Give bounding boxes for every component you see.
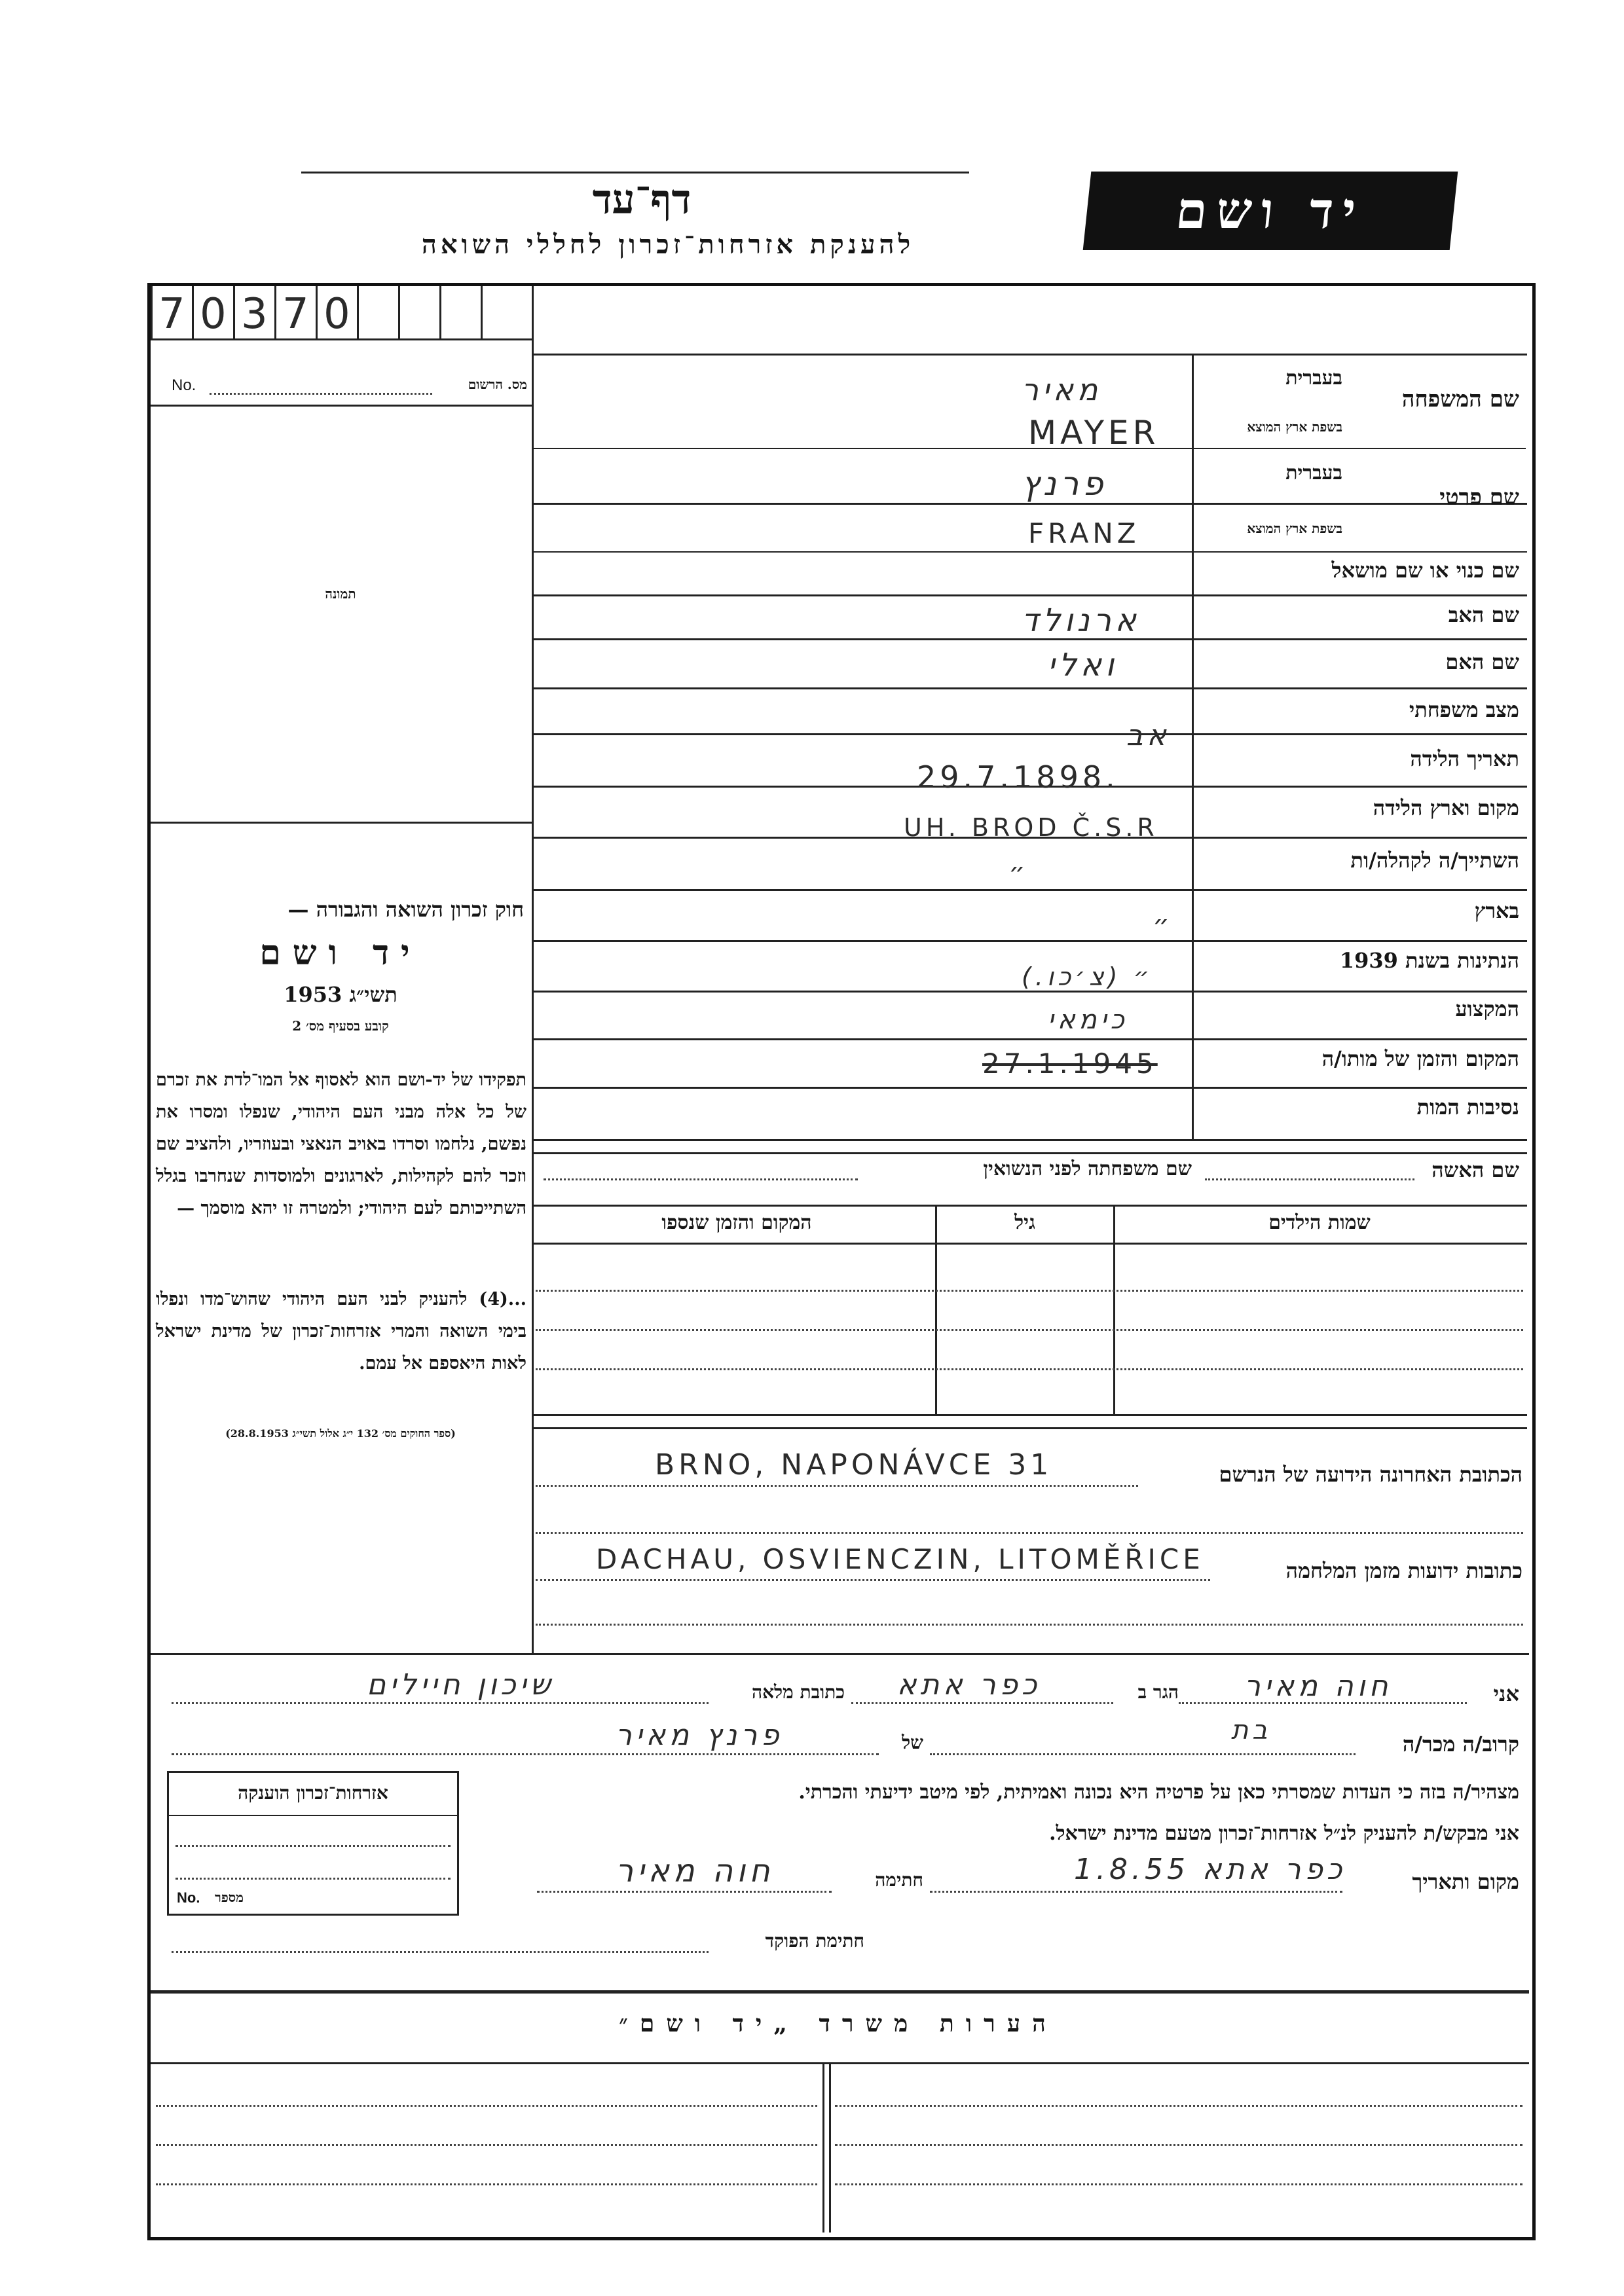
maiden-name-line [544, 1178, 858, 1180]
logo-text: יד ושם [1173, 181, 1368, 240]
office-top-rule [151, 1990, 1529, 1994]
of-label: של [902, 1732, 923, 1753]
last-address-label: הכתובת האחרונה הידועה של הנרשם [1219, 1462, 1522, 1487]
law-title: חוק זכרון השואה והגבורה — [287, 897, 524, 922]
citizenship-1939-value: ״ (צ׳כו.) [1022, 962, 1154, 991]
declarant-i-label: אני [1493, 1681, 1519, 1706]
officer-signature-label: חתימת הפוקד [765, 1930, 864, 1952]
reg-no-label: No. [172, 376, 196, 394]
place-date-label: מקום ותאריך [1412, 1869, 1519, 1894]
address-bottom-rule [151, 1653, 1529, 1655]
reg-digit: 0 [200, 290, 231, 338]
photo-label: תמונה [325, 586, 356, 602]
full-address-label: כתובת מלאה [751, 1681, 845, 1703]
office-remarks-title: הערות משרד „יד ושם״ [619, 2010, 1058, 2037]
country-value: ״ [1153, 910, 1173, 940]
children-age-header: גיל [1014, 1211, 1035, 1234]
law-source: (ספר החוקים מס׳ 132 י״ג אלול תשי״ג 28.8.1953) [225, 1427, 456, 1440]
death-cause-label: נסיבות המות [1416, 1095, 1519, 1120]
label-column-divider [1192, 354, 1194, 1139]
profession-value: כימאי [1048, 1005, 1128, 1035]
given-origin-value: FRANZ [1028, 517, 1140, 549]
wife-label: שם האשה [1431, 1157, 1519, 1182]
reg-digit: 7 [158, 290, 189, 338]
reg-digit: 7 [282, 290, 313, 338]
header-rule [301, 172, 969, 173]
death-place-time-value: 27.1.1945 [982, 1048, 1158, 1080]
full-address-value: שיכון חיילים [367, 1668, 555, 1702]
reg-row-rule [151, 405, 532, 407]
top-right-rule [532, 354, 1527, 355]
surname-label: שם המשפחה [1401, 386, 1519, 412]
registration-number-box [151, 286, 532, 340]
signature-label: חתימה [875, 1869, 923, 1891]
form-subtitle: להענקת אזרחות־זכרון לחללי השואה [421, 229, 915, 260]
spouse-top-rule [532, 1152, 1527, 1154]
war-address-label: כתובות ידועות מזמן המלחמה [1285, 1558, 1522, 1583]
surname-origin-value: MAYER [1028, 414, 1160, 452]
resides-label: הגר ב [1137, 1681, 1179, 1703]
birthdate-label: תאריך הלידה [1410, 746, 1519, 771]
citizenship-box-number-label: מספר [215, 1889, 244, 1905]
office-col-divider [829, 2062, 831, 2232]
law-clause: קובע בסעיף מס׳ 2 [292, 1018, 389, 1034]
given-hebrew-value: פרנץ [1022, 465, 1107, 503]
declaration-text: מצהיר/ה בזה כי העדות שמסרתי כאן על פרטיה היא נכונה ואמיתית, לפי מיטב ידיעתי והכרתי. [798, 1781, 1519, 1804]
citizenship-box-no-label: No. [177, 1889, 200, 1906]
citizenship-granted-box [167, 1771, 459, 1916]
law-year: תשי״ג 1953 [284, 982, 397, 1007]
declarant-name-value: חוה מאיר [1244, 1669, 1392, 1703]
mother-value: ואלי [1048, 647, 1118, 683]
father-value: ארנולד [1022, 602, 1140, 639]
reg-digit: 3 [241, 290, 272, 338]
office-col-divider [822, 2062, 824, 2232]
reg-digit: 0 [323, 290, 354, 338]
country-label: בארץ [1474, 898, 1519, 923]
birthdate-value: 29.7.1898. [917, 759, 1119, 795]
relative-label: קרוב/ה מכר/ה [1402, 1732, 1519, 1757]
death-place-time-label: המקום והזמן של מותו/ה [1321, 1046, 1519, 1071]
citizenship-1939-label: הנתינות בשנת 1939 [1339, 948, 1519, 973]
community-value: ״ [1008, 858, 1029, 888]
surname-hebrew-value: מאיר [1022, 372, 1102, 407]
children-names-header: שמות הילדים [1268, 1211, 1371, 1234]
children-place-header: המקום והזמן שנספו [661, 1211, 812, 1234]
law-paragraph-2: ...(4) להעניק לבני העם היהודי שהוש־מדו ונפלו בימי השואה והמרי אזרחות־זכרון של מדינת ישראל לאות היאספם אל עמם. [156, 1289, 526, 1374]
of-value: פרנץ מאיר [616, 1719, 783, 1752]
birthplace-value: UH. BROD Č.S.R [904, 813, 1158, 842]
left-column-divider [532, 286, 534, 1653]
address-top-rule [532, 1427, 1527, 1429]
resides-value: כפר אתא [897, 1668, 1041, 1702]
marital-status-value: אב [1126, 719, 1170, 752]
given-hebrew-label: בעברית [1285, 462, 1342, 484]
request-text: אני מבקש/ת להעניק לנ״ל אזרחות־זכרון מטעם מדינת ישראל. [1049, 1822, 1519, 1845]
wife-line [1205, 1178, 1414, 1180]
nickname-label: שם כנוי או שם מושאל [1331, 558, 1519, 583]
birthplace-label: מקום וארץ הלידה [1373, 795, 1519, 820]
war-address-value: DACHAU, OSVIENCZIN, LITOMĚŘICE [596, 1543, 1204, 1575]
citizenship-box-title: אזרחות־זכרון הוענקה [238, 1782, 388, 1804]
given-origin-label: בשפת ארץ המוצא [1247, 520, 1342, 536]
yad-vashem-logo [1083, 172, 1458, 250]
maiden-name-label: שם משפחתה לפני הנשואין [983, 1157, 1192, 1180]
relative-value: בת [1231, 1715, 1272, 1745]
marital-status-label: מצב משפחתי [1409, 697, 1519, 722]
reg-no-line [210, 393, 432, 395]
children-col-divider [1113, 1205, 1115, 1414]
children-col-divider [935, 1205, 937, 1414]
profession-label: המקצוע [1455, 996, 1519, 1021]
surname-hebrew-label: בעברית [1285, 367, 1342, 390]
law-name: יד ושם [259, 933, 422, 973]
community-label: השתייך/ה לקהלה/ות [1350, 848, 1519, 873]
signature-value: חוה מאיר [616, 1853, 774, 1889]
last-address-value: BRNO, NAPONÁVCE 31 [655, 1448, 1053, 1482]
law-paragraph-1: תפקידו של יד-ושם הוא לאסוף אל המו־לדת את זכרם של כל אלה מבני העם היהודי, שנפלו ומסרו את נפשם, נלחמו וסרדו באויב הנאצי ובעוזריו, ולהציב שם וזכר להם לקהילות, לארגונים ולמוסדות שנחרבו בגלל השתייכותם לעם היהודי; ולמטרה זו יהא מוסמך — [156, 1070, 526, 1218]
mother-label: שם האם [1445, 649, 1519, 674]
father-label: שם האב [1448, 602, 1519, 627]
surname-origin-label: בשפת ארץ המוצא [1247, 419, 1342, 435]
reg-label: מס. הרשום [468, 376, 527, 392]
photo-bottom-rule [151, 822, 532, 824]
form-title: דף־עד [592, 175, 692, 223]
given-name-label: שם פרטי [1439, 484, 1519, 511]
place-date-value: כפר אתא 1.8.55 [1074, 1853, 1346, 1886]
